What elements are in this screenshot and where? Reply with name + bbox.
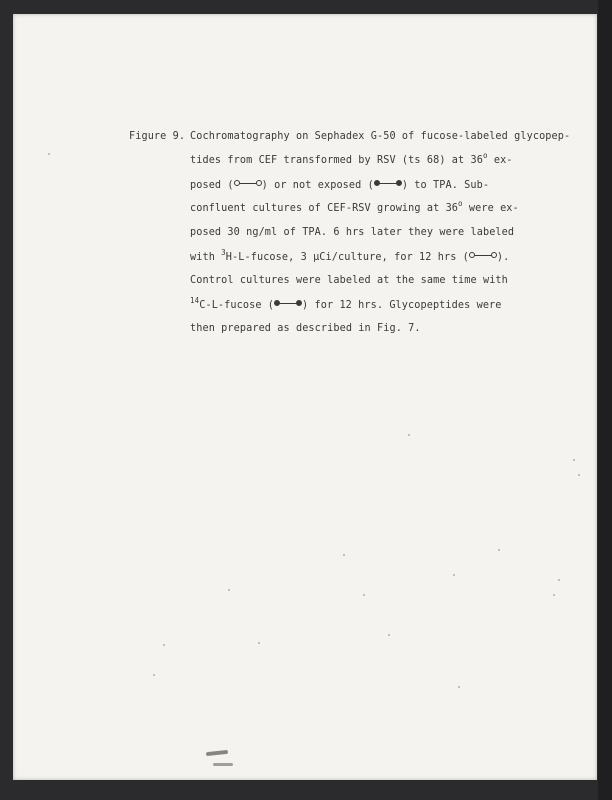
scan-speck [573,459,575,461]
caption-text: ) or not exposed ( [261,180,374,191]
isotope-superscript: 3 [221,248,226,257]
caption-text: posed ( [190,180,234,191]
caption-text: with [190,252,222,263]
scan-speck [498,549,500,551]
scan-speck [553,594,555,596]
scan-speck [258,642,260,644]
caption-line-4 [190,199,519,214]
scan-speck [388,634,390,636]
caption-text: ) for 12 hrs. Glycopeptides were [302,300,502,311]
caption-text: tides from CEF transformed by RSV (ts 68) at 36 [190,155,483,166]
ink-smudge [213,763,233,766]
caption-line-7: Control cultures were labeled at the same time with [190,275,508,286]
caption-text: ex- [487,155,513,166]
scan-speck [453,574,455,576]
caption-line-3 [190,179,489,191]
filled-circle-line-icon [274,299,302,309]
figure-caption [13,14,597,780]
caption-line-2 [190,151,513,166]
caption-text: ) to TPA. Sub- [401,180,490,191]
scan-speck [578,474,580,476]
scan-speck [163,644,165,646]
scan-speck [458,686,460,688]
open-circle-line-icon [469,251,497,261]
degree-superscript: o [458,199,463,208]
scan-speck [363,594,365,596]
document-page [13,14,597,780]
caption-text: ). [496,252,510,263]
caption-text: C-L-fucose ( [199,300,275,311]
caption-line-6 [190,248,510,263]
figure-label: Figure 9. [129,131,186,142]
caption-line-1: Cochromatography on Sephadex G-50 of fucose-labeled glycopep- [190,131,571,142]
scanner-edge [598,0,612,800]
scan-speck [408,434,410,436]
scan-speck [343,554,345,556]
scan-speck [153,674,155,676]
scan-speck [558,579,560,581]
caption-text: were ex- [462,203,519,214]
filled-circle-line-icon [374,179,402,189]
open-circle-line-icon [234,179,262,189]
caption-line-8 [190,296,502,311]
caption-text: confluent cultures of CEF-RSV growing at 36 [190,203,459,214]
scan-speck [228,589,230,591]
caption-line-9: then prepared as described in Fig. 7. [190,323,421,334]
caption-text: H-L-fucose, 3 μCi/culture, for 12 hrs ( [225,252,469,263]
scan-speck [48,153,50,155]
isotope-superscript: 14 [190,296,200,305]
caption-line-5: posed 30 ng/ml of TPA. 6 hrs later they were labeled [190,227,515,238]
degree-superscript: o [482,151,488,160]
